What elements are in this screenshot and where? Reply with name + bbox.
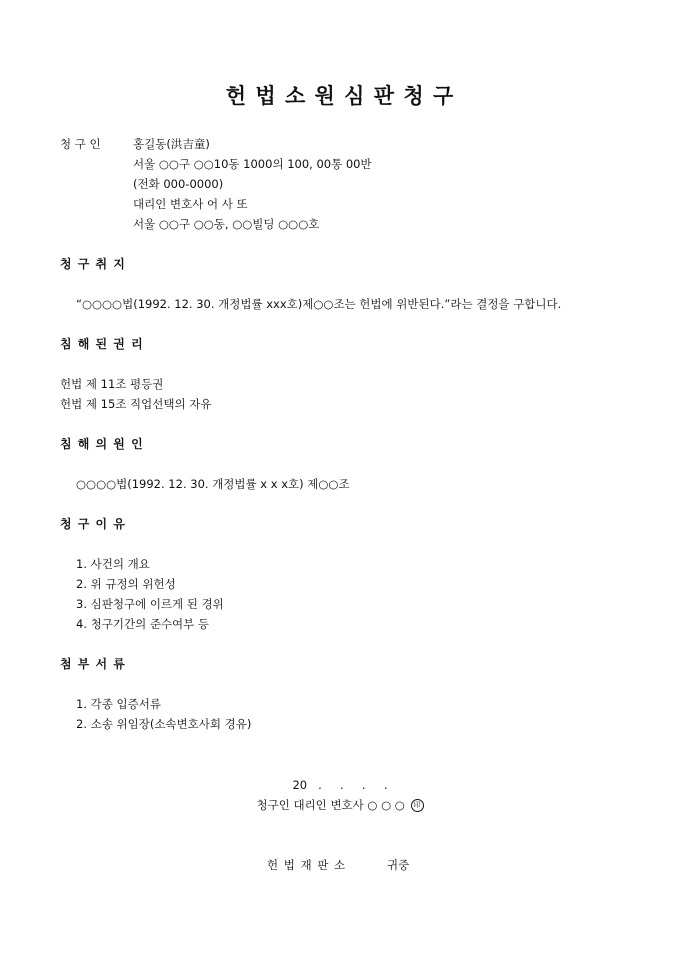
reason-item: 3. 심판청구에 이르게 된 경위 — [76, 597, 224, 611]
court-name: 헌 법 재 판 소 — [267, 858, 347, 872]
seal-mark: 印 — [411, 799, 424, 812]
agent-address: 서울 ○○구 ○○동, ○○빌딩 ○○○호 — [133, 217, 320, 231]
addressee-honorific: 귀중 — [387, 858, 410, 872]
reasons-heading: 청 구 이 유 — [60, 517, 126, 531]
agent-name: 대리인 변호사 어 사 또 — [133, 197, 248, 211]
attachment-item: 1. 각종 입증서류 — [76, 697, 161, 711]
cause-heading: 침 해 의 원 인 — [60, 437, 144, 451]
reason-item: 1. 사건의 개요 — [76, 557, 150, 571]
signature-line — [0, 797, 680, 813]
infringed-right-item: 헌법 제 11조 평등권 — [60, 377, 164, 391]
attachments-heading: 첨 부 서 류 — [60, 657, 126, 671]
cause-text: ○○○○법(1992. 12. 30. 개정법률 x x x호) 제○○조 — [76, 477, 350, 491]
document-title: 헌 법 소 원 심 판 청 구 — [225, 83, 455, 108]
signature-date: 20 . . . . — [292, 778, 388, 792]
claimant-address: 서울 ○○구 ○○10동 1000의 100, 00통 00반 — [133, 157, 372, 171]
infringed-right-item: 헌법 제 15조 직업선택의 자유 — [60, 397, 212, 411]
claimant-phone: (전화 000-0000) — [133, 177, 224, 191]
attachment-item: 2. 소송 위임장(소속변호사회 경유) — [76, 717, 252, 731]
claimant-label: 청 구 인 — [60, 137, 101, 151]
purpose-heading: 청 구 취 지 — [60, 257, 126, 271]
purpose-text: “○○○○법(1992. 12. 30. 개정법률 xxx호)제○○조는 헌법에 위반된다.”라는 결정을 구합니다. — [76, 297, 562, 311]
signer-name: 청구인 대리인 변호사 ○ ○ ○ — [256, 798, 405, 812]
reason-item: 4. 청구기간의 준수여부 등 — [76, 617, 210, 631]
infringed-rights-heading: 침 해 된 권 리 — [60, 337, 144, 351]
claimant-name: 홍길동(洪吉童) — [133, 137, 210, 151]
reason-item: 2. 위 규정의 위헌성 — [76, 577, 176, 591]
